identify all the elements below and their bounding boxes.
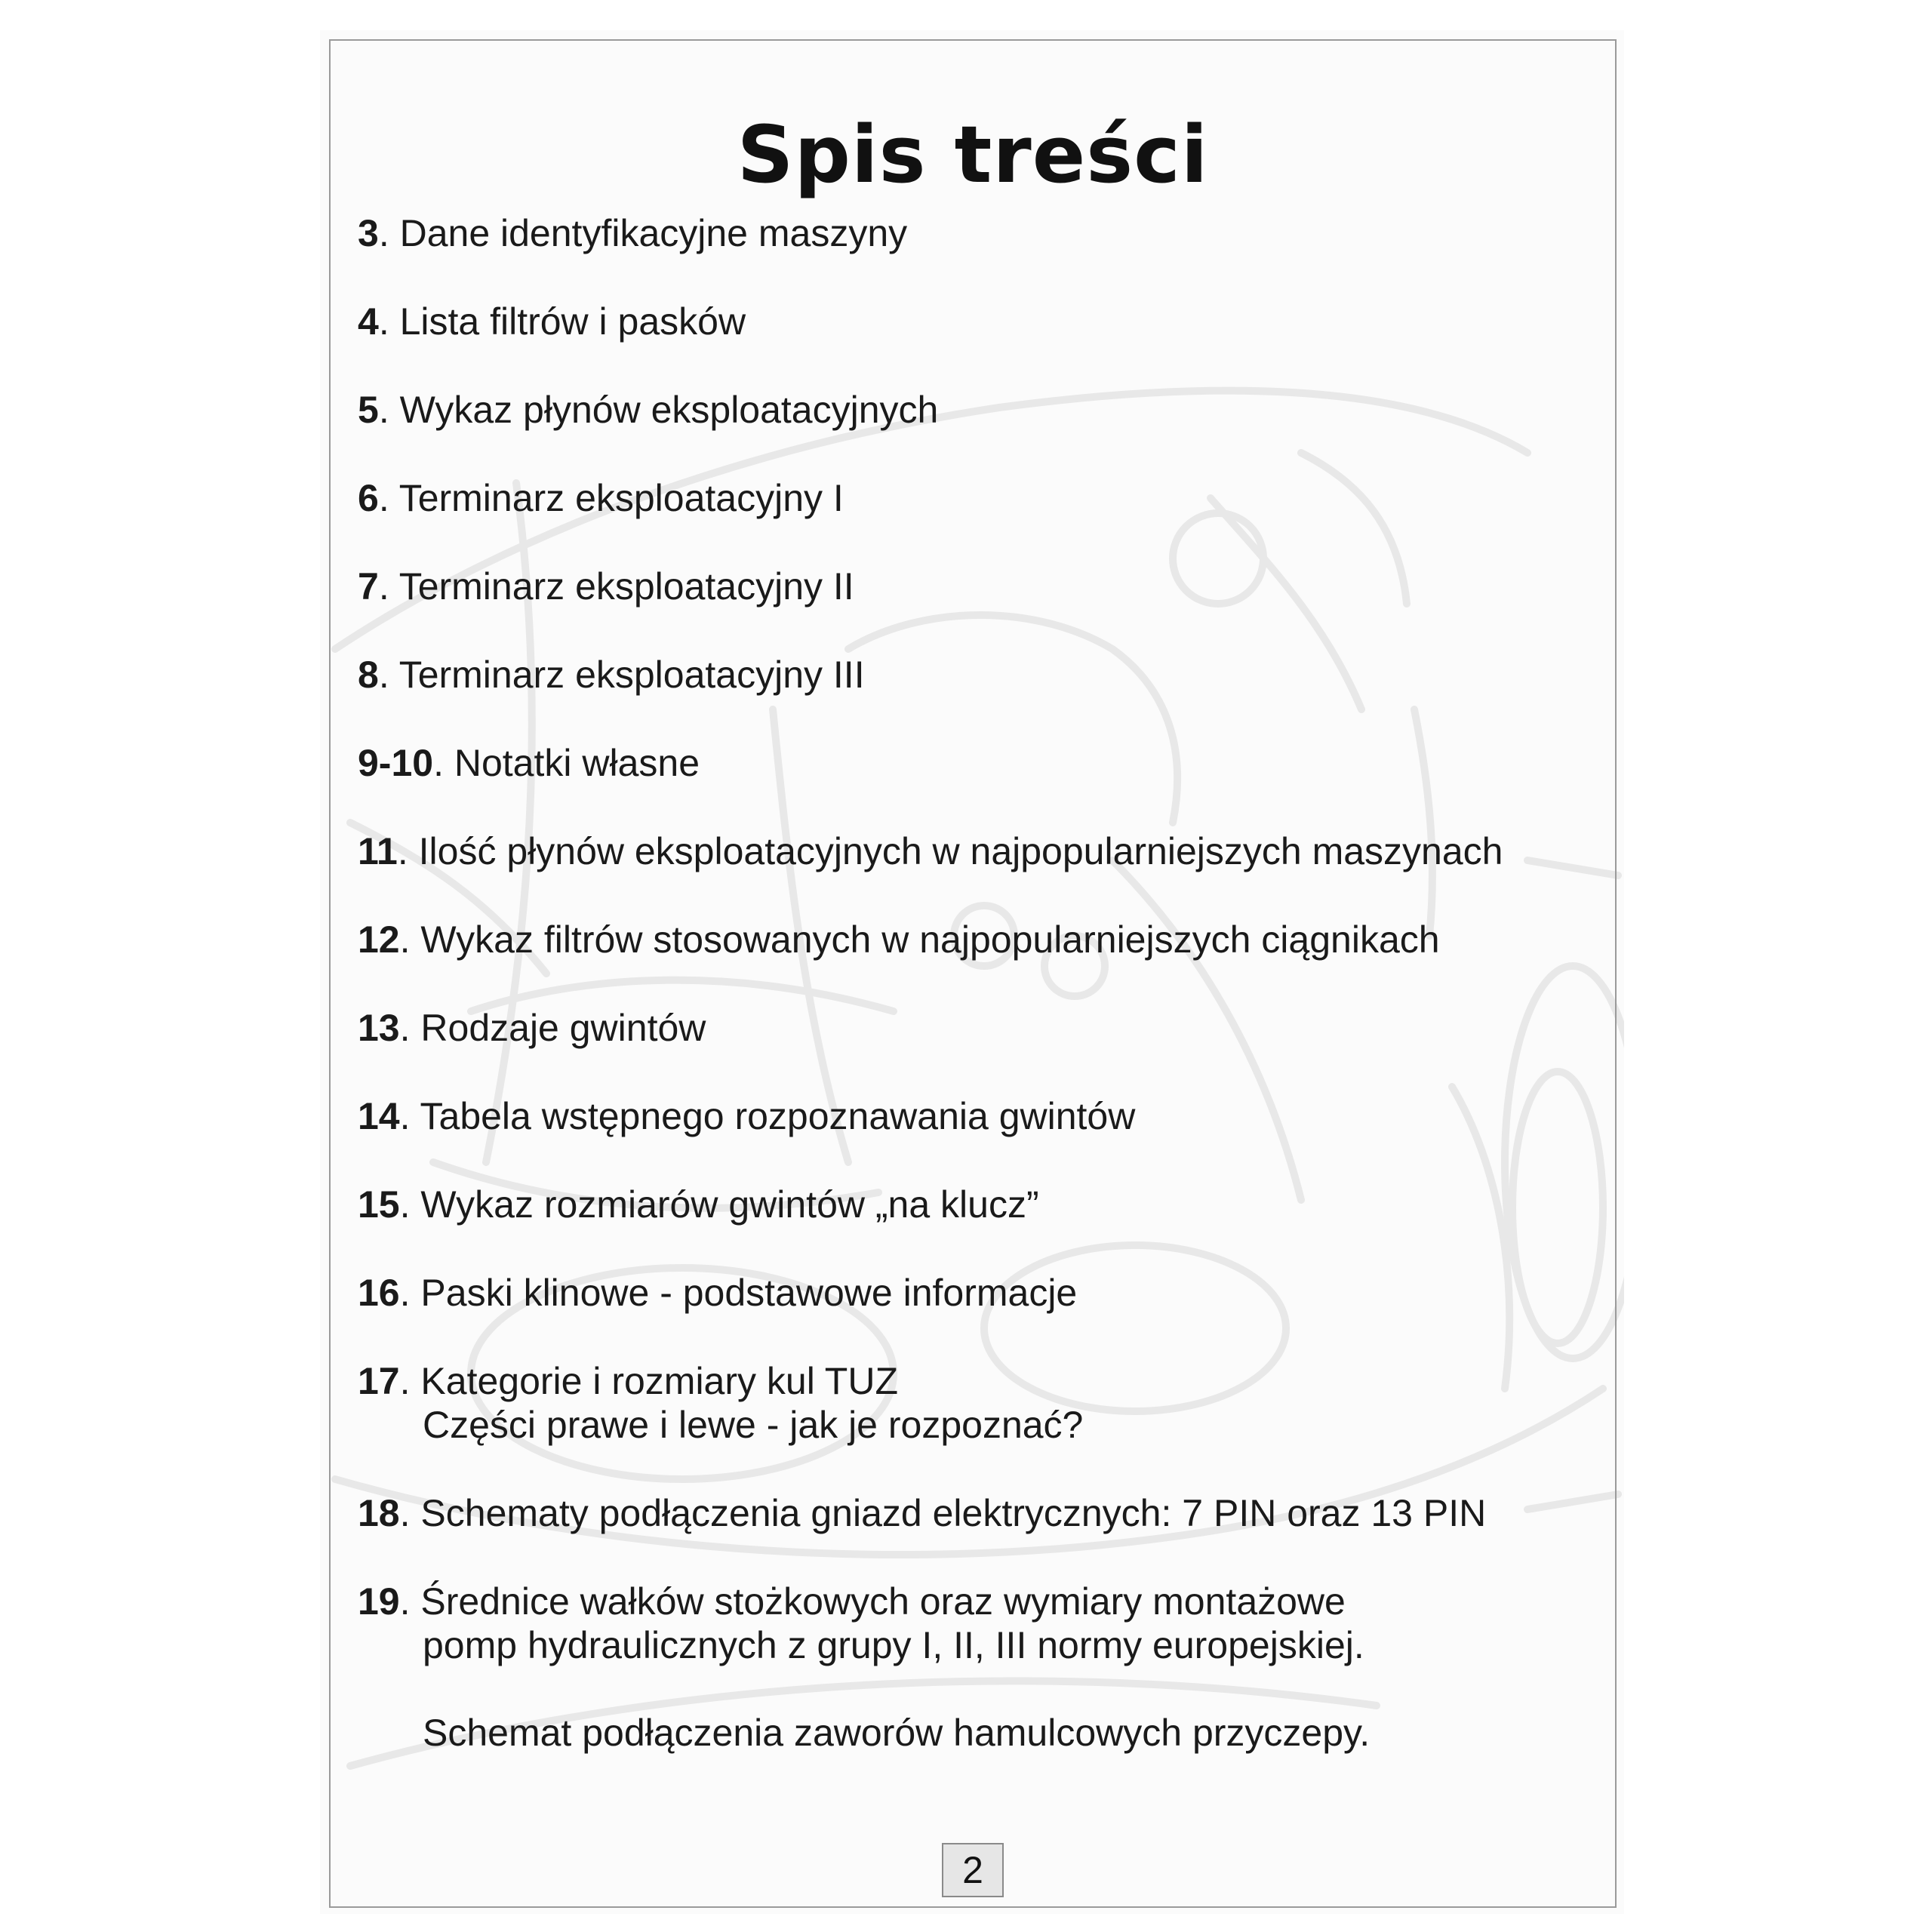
toc-entry-text: . Wykaz płynów eksploatacyjnych bbox=[378, 389, 939, 431]
toc-entry-continuation: Części prawe i lewe - jak je rozpoznać? bbox=[423, 1404, 1084, 1446]
toc-entry-text: . Średnice wałków stożkowych oraz wymiary montażowe bbox=[399, 1580, 1346, 1623]
toc-entry-text: . Notatki własne bbox=[433, 742, 700, 784]
toc-entry-text: . Wykaz rozmiarów gwintów „na klucz” bbox=[399, 1183, 1039, 1226]
toc-entry bbox=[358, 918, 1440, 961]
toc-entry-number: 18 bbox=[358, 1492, 400, 1534]
toc-entry-number: 15 bbox=[358, 1183, 400, 1226]
toc-entry bbox=[358, 1183, 1039, 1226]
toc-entry-number: 4 bbox=[358, 300, 379, 343]
toc-entry-text: . Wykaz filtrów stosowanych w najpopularniejszych ciągnikach bbox=[399, 918, 1440, 961]
toc-entry bbox=[358, 388, 938, 432]
toc-entry-text: . Rodzaje gwintów bbox=[399, 1007, 706, 1049]
toc-entry-continuation: Schemat podłączenia zaworów hamulcowych przyczepy. bbox=[423, 1712, 1371, 1754]
toc-entry-number: 5 bbox=[358, 389, 379, 431]
toc-entry bbox=[358, 1491, 1486, 1535]
toc-entry-number: 6 bbox=[358, 477, 379, 519]
toc-entry-text: . Dane identyfikacyjne maszyny bbox=[378, 212, 908, 254]
toc-entry bbox=[358, 565, 854, 608]
toc-entry bbox=[358, 1271, 1077, 1315]
toc-entry bbox=[358, 1006, 706, 1050]
toc-entry-continuation: pomp hydraulicznych z grupy I, II, III normy europejskiej. bbox=[423, 1624, 1364, 1666]
toc-entry-number: 13 bbox=[358, 1007, 400, 1049]
toc-entry bbox=[358, 1359, 1083, 1447]
toc-entry-text: . Terminarz eksploatacyjny III bbox=[378, 654, 865, 696]
toc-entry-text: . Tabela wstępnego rozpoznawania gwintów bbox=[399, 1095, 1136, 1137]
toc-entry bbox=[358, 653, 865, 697]
toc-entry-text: . Lista filtrów i pasków bbox=[378, 300, 746, 343]
toc-entry bbox=[358, 1094, 1135, 1138]
toc-entry bbox=[358, 1580, 1370, 1755]
toc-entry-text: . Terminarz eksploatacyjny II bbox=[378, 565, 854, 608]
page-number: 2 bbox=[942, 1843, 1004, 1897]
toc-entry-text: . Ilość płynów eksploatacyjnych w najpopularniejszych maszynach bbox=[397, 830, 1503, 872]
toc-entry-text: . Paski klinowe - podstawowe informacje bbox=[399, 1272, 1078, 1314]
toc-entry bbox=[358, 741, 700, 785]
toc-entry-text: . Kategorie i rozmiary kul TUZ bbox=[399, 1360, 899, 1402]
toc-entry-number: 11 bbox=[358, 830, 398, 872]
toc-entry-number: 14 bbox=[358, 1095, 400, 1137]
toc-entry-text: . Schematy podłączenia gniazd elektrycznych: 7 PIN oraz 13 PIN bbox=[399, 1492, 1487, 1534]
toc-entry-number: 7 bbox=[358, 565, 379, 608]
toc-entry bbox=[358, 476, 844, 520]
toc-entry-number: 9-10 bbox=[358, 742, 434, 784]
toc-entry bbox=[358, 211, 907, 255]
toc-entry-number: 17 bbox=[358, 1360, 400, 1402]
toc-entry-number: 8 bbox=[358, 654, 379, 696]
toc-entry-number: 16 bbox=[358, 1272, 400, 1314]
toc-entry-text: . Terminarz eksploatacyjny I bbox=[378, 477, 844, 519]
toc-entry-number: 19 bbox=[358, 1580, 400, 1623]
toc-entry-number: 3 bbox=[358, 212, 379, 254]
page-title: Spis treści bbox=[737, 109, 1209, 201]
toc-entry bbox=[358, 300, 746, 343]
toc-entry-number: 12 bbox=[358, 918, 400, 961]
toc-entry bbox=[358, 829, 1503, 873]
